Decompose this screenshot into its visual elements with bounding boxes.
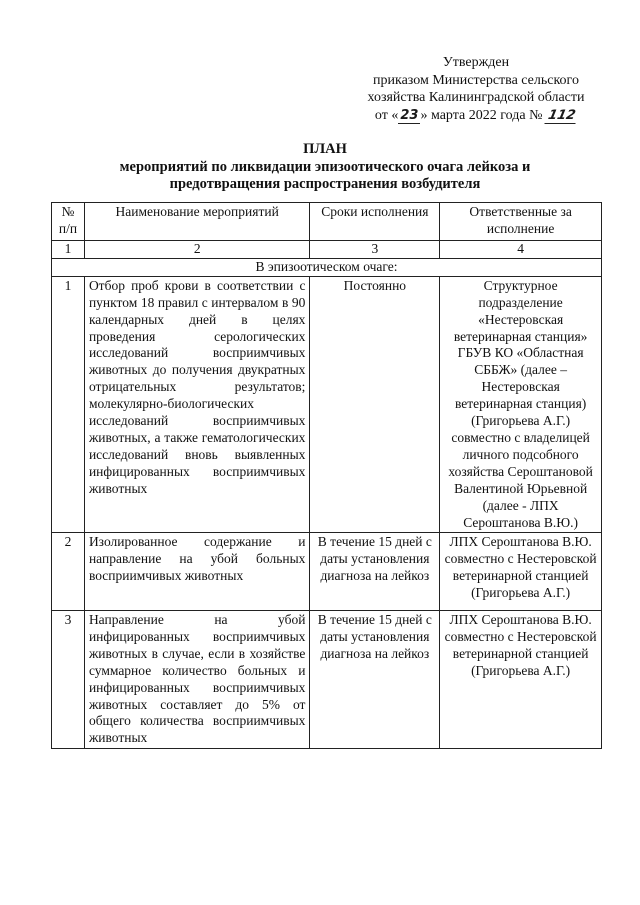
- measure-responsible: ЛПХ Сероштанова В.Ю. совместно с Нестеровской ветеринарной станцией (Григорьева А.Г.): [440, 611, 602, 749]
- title-line-3: предотвращения распространения возбудителя: [169, 176, 481, 192]
- table-row: [52, 276, 602, 533]
- measures-table: [51, 202, 602, 749]
- header-num: № п/п: [52, 203, 85, 241]
- date-prefix: от «: [374, 107, 399, 123]
- column-number: 1: [52, 241, 85, 259]
- column-number: 4: [440, 241, 602, 259]
- measure-name: Направление на убой инфицированных восприимчивых животных в случае, если в хозяйстве суммарное количество больных и инфицированных восприимчивых животных составляет до 5% от общего количества восприимчивых животных: [84, 611, 310, 749]
- measure-term: В течение 15 дней с даты установления диагноза на лейкоз: [310, 611, 440, 749]
- column-number: 3: [310, 241, 440, 259]
- order-number-handwritten: 112: [544, 109, 578, 124]
- column-number: 2: [84, 241, 310, 259]
- header-term: Сроки исполнения: [310, 203, 440, 241]
- measure-responsible: Структурное подразделение «Нестеровская ветеринарная станция» ГБУВ КО «Областная СББЖ» (далее – Нестеровская ветеринарная станция) (Григорьева А.Г.) совместно с владелицей личного подсобного хозяйства Сероштановой Валентиной Юрьевной (далее - ЛПХ Сероштанова В.Ю.): [440, 276, 602, 533]
- measure-term: Постоянно: [310, 276, 440, 533]
- row-number: 1: [52, 276, 85, 533]
- date-middle: » марта 2022 года №: [420, 107, 543, 123]
- table-row: [52, 611, 602, 749]
- approval-stamp: [356, 54, 596, 124]
- measure-term: В течение 15 дней с даты установления диагноза на лейкоз: [310, 533, 440, 611]
- approval-line-1: Утвержден: [442, 55, 510, 70]
- approval-date-line: [356, 107, 596, 125]
- header-name: Наименование мероприятий: [84, 203, 310, 241]
- date-day-handwritten: 23: [400, 107, 419, 123]
- measure-name: Отбор проб крови в соответствии с пунктом 18 правил с интервалом в 90 календарных дней в целях проведения серологических исследований восприимчивых животных до получения двукратных отрицательных результатов; молекулярно-биологических исследований восприимчивых животных, а также гематологических исследований вновь выявленных инфицированных восприимчивых животных: [84, 276, 310, 533]
- column-number-row: [52, 241, 602, 259]
- title-main: ПЛАН: [303, 141, 347, 157]
- approval-line-3: хозяйства Калининградской области: [367, 90, 585, 105]
- table-header-row: [52, 203, 602, 241]
- title-line-2: мероприятий по ликвидации эпизоотического очага лейкоза и: [119, 159, 531, 175]
- table-row: [52, 533, 602, 611]
- measure-responsible: ЛПХ Сероштанова В.Ю. совместно с Нестеровской ветеринарной станцией (Григорьева А.Г.): [440, 533, 602, 611]
- measure-name: Изолированное содержание и направление на убой больных восприимчивых животных: [84, 533, 310, 611]
- row-number: 3: [52, 611, 85, 749]
- section-row: [52, 258, 602, 276]
- section-heading: В эпизоотическом очаге:: [52, 258, 602, 276]
- row-number: 2: [52, 533, 85, 611]
- document-title: [90, 141, 560, 193]
- approval-line-2: приказом Министерства сельского: [373, 72, 579, 88]
- header-responsible: Ответственные за исполнение: [440, 203, 602, 241]
